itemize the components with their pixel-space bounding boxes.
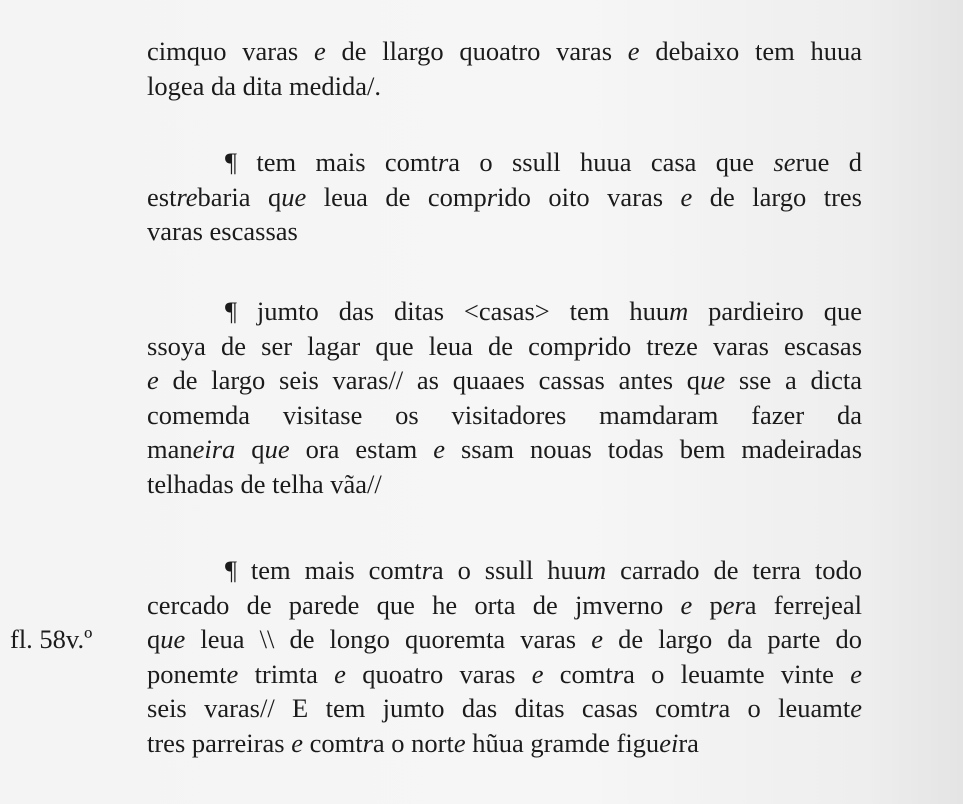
text-line: ¶ tem mais comtra o ssull huua casa que serue d	[225, 147, 862, 177]
text-line: ssoya de ser lagar que leua de comprido treze varas escasas	[147, 330, 863, 361]
italic-expansion: e	[334, 658, 346, 689]
italic-expansion: e	[226, 658, 239, 689]
italic-expansion: e	[627, 36, 640, 66]
paragraph-3	[147, 294, 862, 501]
italic-expansion: r	[421, 555, 432, 585]
italic-expansion: er	[722, 589, 745, 620]
italic-expansion: e	[313, 36, 326, 66]
italic-expansion: r	[612, 658, 624, 689]
paragraph-1	[147, 34, 862, 103]
italic-expansion: e	[680, 181, 693, 212]
italic-expansion: e	[147, 365, 159, 395]
text-line: varas escassas	[147, 216, 298, 246]
italic-expansion: re	[176, 181, 198, 212]
italic-expansion: m	[587, 555, 607, 585]
text-line: que leua \\ de longo quoremta varas e de largo da parte do	[147, 624, 862, 654]
italic-expansion: ue	[700, 365, 726, 395]
text-line: e de largo seis varas// as quaaes cassas antes que sse a dicta	[147, 365, 862, 395]
italic-expansion: e	[850, 693, 862, 723]
italic-expansion: ei	[659, 727, 679, 758]
italic-expansion: r	[362, 727, 373, 758]
folio-margin-note: fl. 58v.º	[10, 624, 93, 654]
italic-expansion: e	[680, 589, 693, 620]
italic-expansion: e	[433, 434, 445, 464]
text-line: cercado de parede que he orta de jmverno e pera ferrejeal	[147, 589, 862, 620]
paragraph-2	[147, 145, 862, 249]
italic-expansion: eira	[192, 434, 236, 464]
italic-expansion: ue	[281, 181, 307, 212]
italic-expansion: r	[708, 693, 719, 723]
italic-expansion: e	[591, 624, 603, 654]
italic-expansion: e	[453, 727, 466, 758]
paragraph-4	[147, 553, 862, 760]
text-line: tres parreiras e comtra o norte hũua gramde figueira	[147, 727, 699, 758]
italic-expansion: ue	[160, 624, 186, 654]
text-line: telhadas de telha vãa//	[147, 468, 382, 499]
italic-expansion: e	[531, 658, 544, 689]
italic-expansion: se	[773, 147, 796, 177]
italic-expansion: e	[291, 727, 303, 758]
text-line: logea da dita medida/.	[147, 70, 381, 101]
italic-expansion: r	[437, 147, 449, 177]
italic-expansion: e	[850, 658, 862, 689]
text-line: seis varas// E tem jumto das ditas casas comtra o leuamte	[147, 693, 862, 723]
italic-expansion: r	[486, 181, 498, 212]
text-line: cimquo varas e de llargo quoatro varas e debaixo tem huua	[147, 36, 862, 66]
text-line: ponemte trimta e quoatro varas e comtra o leuamte vinte e	[147, 658, 862, 689]
text-line: ¶ jumto das ditas <casas> tem huum pardieiro que	[225, 296, 862, 326]
text-line: ¶ tem mais comtra o ssull huum carrado de terra todo	[225, 555, 862, 585]
italic-expansion: ue	[264, 434, 290, 464]
italic-expansion: m	[669, 296, 689, 326]
text-line: estrebaria que leua de comprido oito varas e de largo tres	[147, 181, 862, 212]
italic-expansion: r	[587, 330, 598, 361]
text-line: comemda visitase os visitadores mamdaram fazer da	[147, 399, 862, 430]
text-line: maneira que ora estam e ssam nouas todas bem madeiradas	[147, 434, 863, 464]
